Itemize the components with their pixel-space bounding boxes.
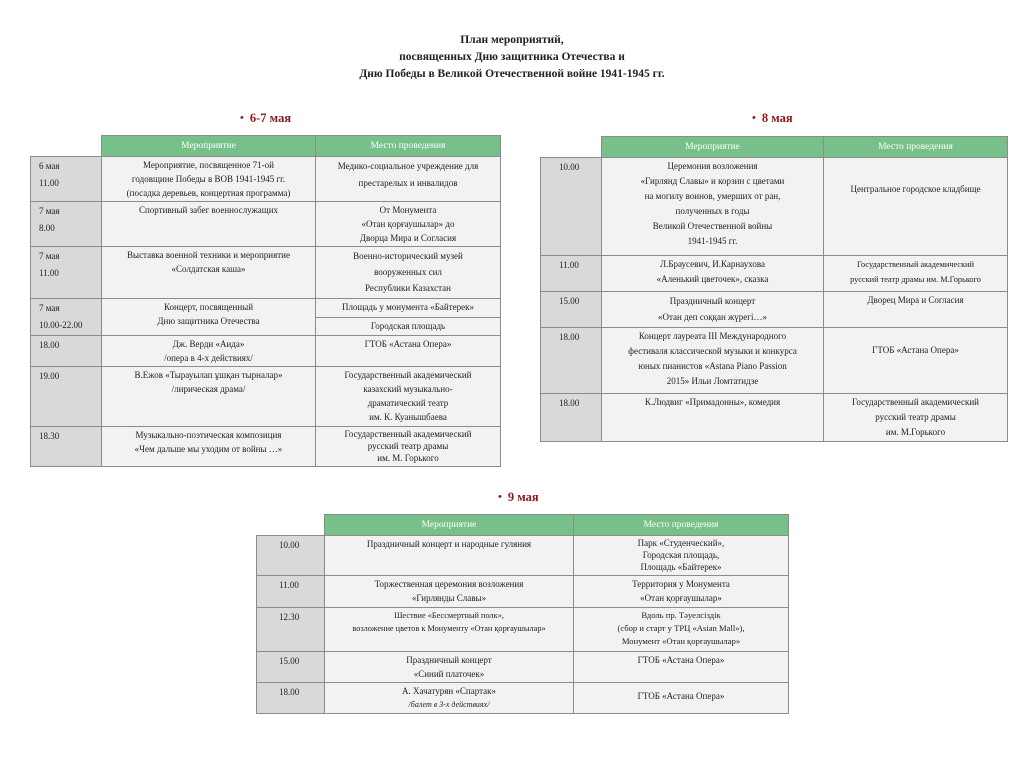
time-cell xyxy=(257,683,325,714)
cell-text-line: 11.00 xyxy=(279,580,299,590)
document-title xyxy=(0,32,1024,83)
cell-text-line: /опера в 4-х действиях/ xyxy=(164,353,253,363)
section-heading-8-may: • 8 мая xyxy=(752,111,793,125)
cell-text-line: возложение цветов к Монументу «Отан қорғаушылар» xyxy=(352,624,546,633)
header-event: Мероприятие xyxy=(102,136,316,157)
cell-text-line: 7 мая xyxy=(39,206,60,216)
cell-text-line: «Гирлянды Славы» xyxy=(411,593,487,603)
time-cell xyxy=(257,576,325,608)
place-cell xyxy=(316,247,501,299)
place-cell xyxy=(316,336,501,367)
cell-text-line: 10.00 xyxy=(279,540,300,550)
cell-text-line: К.Людвиг «Примадонны», комедия xyxy=(644,397,781,407)
place-cell xyxy=(824,394,1008,442)
cell-text-line: «Гирлянд Славы» и корзин с цветами xyxy=(640,176,785,186)
cell-text-line: им. К. Куанышбаева xyxy=(369,412,447,422)
cell-text-line: /балет в 3-х действиях/ xyxy=(408,700,490,709)
title-line: Дню Победы в Великой Отечественной войне 1941-1945 гг. xyxy=(359,68,665,80)
schedule-table-9-may xyxy=(256,514,789,714)
table-row xyxy=(31,247,501,299)
event-cell xyxy=(102,157,316,202)
cell-text-line: 11.00 xyxy=(559,260,579,270)
bullet-icon: • xyxy=(240,112,244,124)
cell-text-line: Торжественная церемония возложения xyxy=(374,579,524,589)
cell-text-line: 1941-1945 гг. xyxy=(687,236,738,246)
cell-text-line: 18.30 xyxy=(39,431,60,441)
place-cell xyxy=(824,328,1008,394)
table-row xyxy=(31,202,501,247)
cell-text-line: вооруженных сил xyxy=(374,267,442,277)
cell-text-line: От Монумента xyxy=(379,205,437,215)
cell-text-line: русский театр драмы xyxy=(367,441,449,451)
time-cell xyxy=(31,202,102,247)
cell-text-line: юных пианистов «Astana Piano Passion xyxy=(638,361,787,371)
table-row xyxy=(31,299,501,318)
cell-text-line: Праздничный концерт и народные гуляния xyxy=(366,539,532,549)
cell-text-line: 6 мая xyxy=(39,161,60,171)
cell-text-line: Площадь у монумента «Байтерек» xyxy=(341,302,475,312)
event-cell xyxy=(325,652,574,683)
cell-text-line xyxy=(827,171,1004,183)
cell-text-line: 12.30 xyxy=(279,612,300,622)
event-cell xyxy=(102,299,316,336)
title-line: План мероприятий, xyxy=(460,34,564,46)
table-header xyxy=(257,515,789,536)
table-row xyxy=(257,608,789,652)
cell-text-line: русский театр драмы им. М.Горького xyxy=(850,275,981,284)
event-cell xyxy=(102,367,316,427)
place-cell xyxy=(316,299,501,318)
time-cell xyxy=(31,247,102,299)
place-cell xyxy=(316,367,501,427)
bullet-icon: • xyxy=(752,112,756,124)
place-cell xyxy=(316,318,501,336)
header-event: Мероприятие xyxy=(602,137,824,158)
cell-text-line: «Отан қорғаушылар» до xyxy=(361,219,455,229)
cell-text-line: Городская площадь xyxy=(370,321,446,331)
cell-text-line: Военно-исторический музей xyxy=(353,251,463,261)
time-cell xyxy=(31,427,102,467)
place-cell xyxy=(824,256,1008,292)
time-cell xyxy=(541,256,602,292)
event-cell xyxy=(102,336,316,367)
header-blank xyxy=(541,137,602,158)
cell-text-line: Праздничный концерт xyxy=(669,296,756,306)
cell-text-line: Государственный академический xyxy=(344,429,472,439)
event-cell xyxy=(102,427,316,467)
cell-text-line: А. Хачатурян «Спартак» xyxy=(401,686,497,696)
section-heading-9-may: • 9 мая xyxy=(498,490,539,504)
cell-text-line: ГТОБ «Астана Опера» xyxy=(872,345,959,355)
cell-text-line: Территория у Монумента xyxy=(632,579,730,589)
cell-text-line: 18.00 xyxy=(559,332,580,342)
cell-text-line: 18.00 xyxy=(559,398,580,408)
cell-text-line: Вдоль пр. Тәуелсіздік xyxy=(641,610,721,620)
table-row xyxy=(31,157,501,202)
cell-text-line: Дж. Верди «Аида» xyxy=(172,339,245,349)
cell-text-line: Шествие «Бессмертный полк», xyxy=(394,611,504,620)
cell-text-line: Л.Браусевич, И.Карнаухова xyxy=(659,259,766,269)
cell-text-line: Праздничный концерт xyxy=(406,655,492,665)
cell-text-line: Музыкально-поэтическая композиция xyxy=(135,430,282,440)
cell-text-line: Центральное городское кладбище xyxy=(850,184,981,194)
time-cell xyxy=(541,158,602,256)
cell-text-line: 18.00 xyxy=(279,687,300,697)
table-row xyxy=(257,576,789,608)
cell-text-line: ГТОБ «Астана Опера» xyxy=(364,339,452,349)
cell-text-line: 19.00 xyxy=(39,371,60,381)
event-cell xyxy=(602,394,824,442)
cell-text-line: Концерт лауреата III Международного xyxy=(638,331,787,341)
cell-text-line: 10.00-22.00 xyxy=(39,320,83,330)
cell-text-line: Государственный академический xyxy=(856,260,975,269)
cell-text-line: на могилу воинов, умерших от ран, xyxy=(644,191,781,201)
cell-text-line: Парк «Студенческий», xyxy=(637,538,725,548)
cell-text-line: «Чем дальше мы уходим от войны …» xyxy=(134,444,283,454)
place-cell xyxy=(574,536,789,576)
cell-text-line: «Отан қорғаушылар» xyxy=(640,593,722,603)
cell-text-line: годовщине Победы в ВОВ 1941-1945 гг. xyxy=(131,174,286,184)
place-cell xyxy=(316,202,501,247)
event-cell xyxy=(602,292,824,328)
cell-text-line: Государственный академический xyxy=(344,370,472,380)
time-cell xyxy=(257,652,325,683)
cell-text-line: Мероприятие, посвященное 71-ой xyxy=(143,160,274,170)
cell-text-line: 2015» Ильи Ломтатидзе xyxy=(666,376,759,386)
event-cell xyxy=(102,202,316,247)
header-event: Мероприятие xyxy=(325,515,574,536)
cell-text-line: 10.00 xyxy=(559,162,580,172)
cell-text-line: 15.00 xyxy=(559,296,580,306)
event-cell xyxy=(602,256,824,292)
cell-text-line: Республики Казахстан xyxy=(365,283,451,293)
table-header xyxy=(541,137,1008,158)
cell-text-line: Дворец Мира и Согласия xyxy=(867,295,964,305)
cell-text-line: Государственный академический xyxy=(852,397,979,407)
cell-text-line: 8.00 xyxy=(39,223,55,233)
cell-text-line: «Аленький цветочек», сказка xyxy=(656,274,769,284)
cell-text-line: Городская площадь, xyxy=(642,550,720,560)
cell-text-line: 7 мая xyxy=(39,251,60,261)
table-row xyxy=(541,256,1008,292)
cell-text-line: ГТОБ «Астана Опера» xyxy=(637,691,725,701)
table-row xyxy=(257,683,789,714)
cell-text-line: Концерт, посвященный xyxy=(163,302,254,312)
cell-text-line: казахский музыкально- xyxy=(363,384,453,394)
cell-text-line: «Солдатская каша» xyxy=(171,264,246,274)
cell-text-line: ГТОБ «Астана Опера» xyxy=(637,655,725,665)
cell-text-line: В.Ежов «Тырауылап ұшқан тырналар» xyxy=(134,370,283,380)
table-row xyxy=(541,394,1008,442)
table-header xyxy=(31,136,501,157)
cell-text-line: (сбор и старт у ТРЦ «Asian Mall»), xyxy=(617,623,745,633)
time-cell xyxy=(31,367,102,427)
schedule-table-8-may xyxy=(540,136,1008,442)
header-place: Место проведения xyxy=(824,137,1008,158)
event-cell xyxy=(325,608,574,652)
table-row xyxy=(541,292,1008,328)
event-cell xyxy=(102,247,316,299)
cell-text-line: полученных в годы xyxy=(675,206,750,216)
header-blank xyxy=(257,515,325,536)
place-cell xyxy=(574,608,789,652)
table-row xyxy=(257,652,789,683)
header-place: Место проведения xyxy=(316,136,501,157)
cell-text-line xyxy=(827,329,1004,343)
place-cell xyxy=(574,576,789,608)
table-row xyxy=(541,328,1008,394)
cell-text-line: им. М.Горького xyxy=(885,427,946,437)
event-cell xyxy=(325,536,574,576)
place-cell xyxy=(824,292,1008,328)
table-row xyxy=(31,367,501,427)
title-line: посвященных Дню защитника Отечества и xyxy=(399,51,625,63)
place-cell xyxy=(574,652,789,683)
schedule-table-6-7-may xyxy=(30,135,501,467)
header-place: Место проведения xyxy=(574,515,789,536)
cell-text-line: Выставка военной техники и мероприятие xyxy=(127,250,290,260)
cell-text-line: Монумент «Отан қорғаушылар» xyxy=(621,636,741,646)
cell-text-line: русский театр драмы xyxy=(875,412,956,422)
place-cell xyxy=(316,427,501,467)
table-row xyxy=(541,158,1008,256)
time-cell xyxy=(31,157,102,202)
place-cell xyxy=(316,157,501,202)
event-cell xyxy=(325,576,574,608)
cell-text-line: /лирическая драма/ xyxy=(171,384,246,394)
table-row xyxy=(31,336,501,367)
cell-text-line: им. М. Горького xyxy=(377,453,439,463)
cell-text-line: фестиваля классической музыки и конкурса xyxy=(628,346,797,356)
header-blank xyxy=(31,136,102,157)
cell-text-line: Спортивный забег военнослужащих xyxy=(138,205,279,215)
event-cell xyxy=(602,328,824,394)
cell-text-line: Дворца Мира и Согласия xyxy=(359,233,457,243)
time-cell xyxy=(31,299,102,336)
table-row xyxy=(257,536,789,576)
cell-text-line xyxy=(827,159,1004,171)
time-cell xyxy=(541,292,602,328)
place-cell xyxy=(824,158,1008,256)
time-cell xyxy=(257,536,325,576)
cell-text-line: 15.00 xyxy=(279,656,300,666)
cell-text-line: «Синий платочек» xyxy=(413,669,485,679)
event-cell xyxy=(602,158,824,256)
time-cell xyxy=(257,608,325,652)
time-cell xyxy=(31,336,102,367)
cell-text-line: (посадка деревьев, концертная программа) xyxy=(126,188,291,198)
cell-text-line: Медико-социальное учреждение для xyxy=(337,161,479,171)
cell-text-line: драматический театр xyxy=(367,398,449,408)
cell-text-line: 7 мая xyxy=(39,303,60,313)
table-row xyxy=(31,427,501,467)
place-cell xyxy=(574,683,789,714)
cell-text-line: Великой Отечественной войны xyxy=(652,221,773,231)
time-cell xyxy=(541,328,602,394)
cell-text-line: 11.00 xyxy=(39,178,59,188)
cell-text-line: Дню защитника Отечества xyxy=(157,316,260,326)
cell-text-line: «Отан деп соққан жүрегі…» xyxy=(658,312,767,322)
event-cell xyxy=(325,683,574,714)
time-cell xyxy=(541,394,602,442)
cell-text-line: престарелых и инвалидов xyxy=(358,178,458,188)
cell-text-line: 18.00 xyxy=(39,340,60,350)
section-heading-6-7-may: • 6-7 мая xyxy=(240,111,292,125)
bullet-icon: • xyxy=(498,491,502,503)
cell-text-line: 11.00 xyxy=(39,268,59,278)
cell-text-line: Площадь «Байтерек» xyxy=(640,562,722,572)
cell-text-line: Церемония возложения xyxy=(667,161,758,171)
